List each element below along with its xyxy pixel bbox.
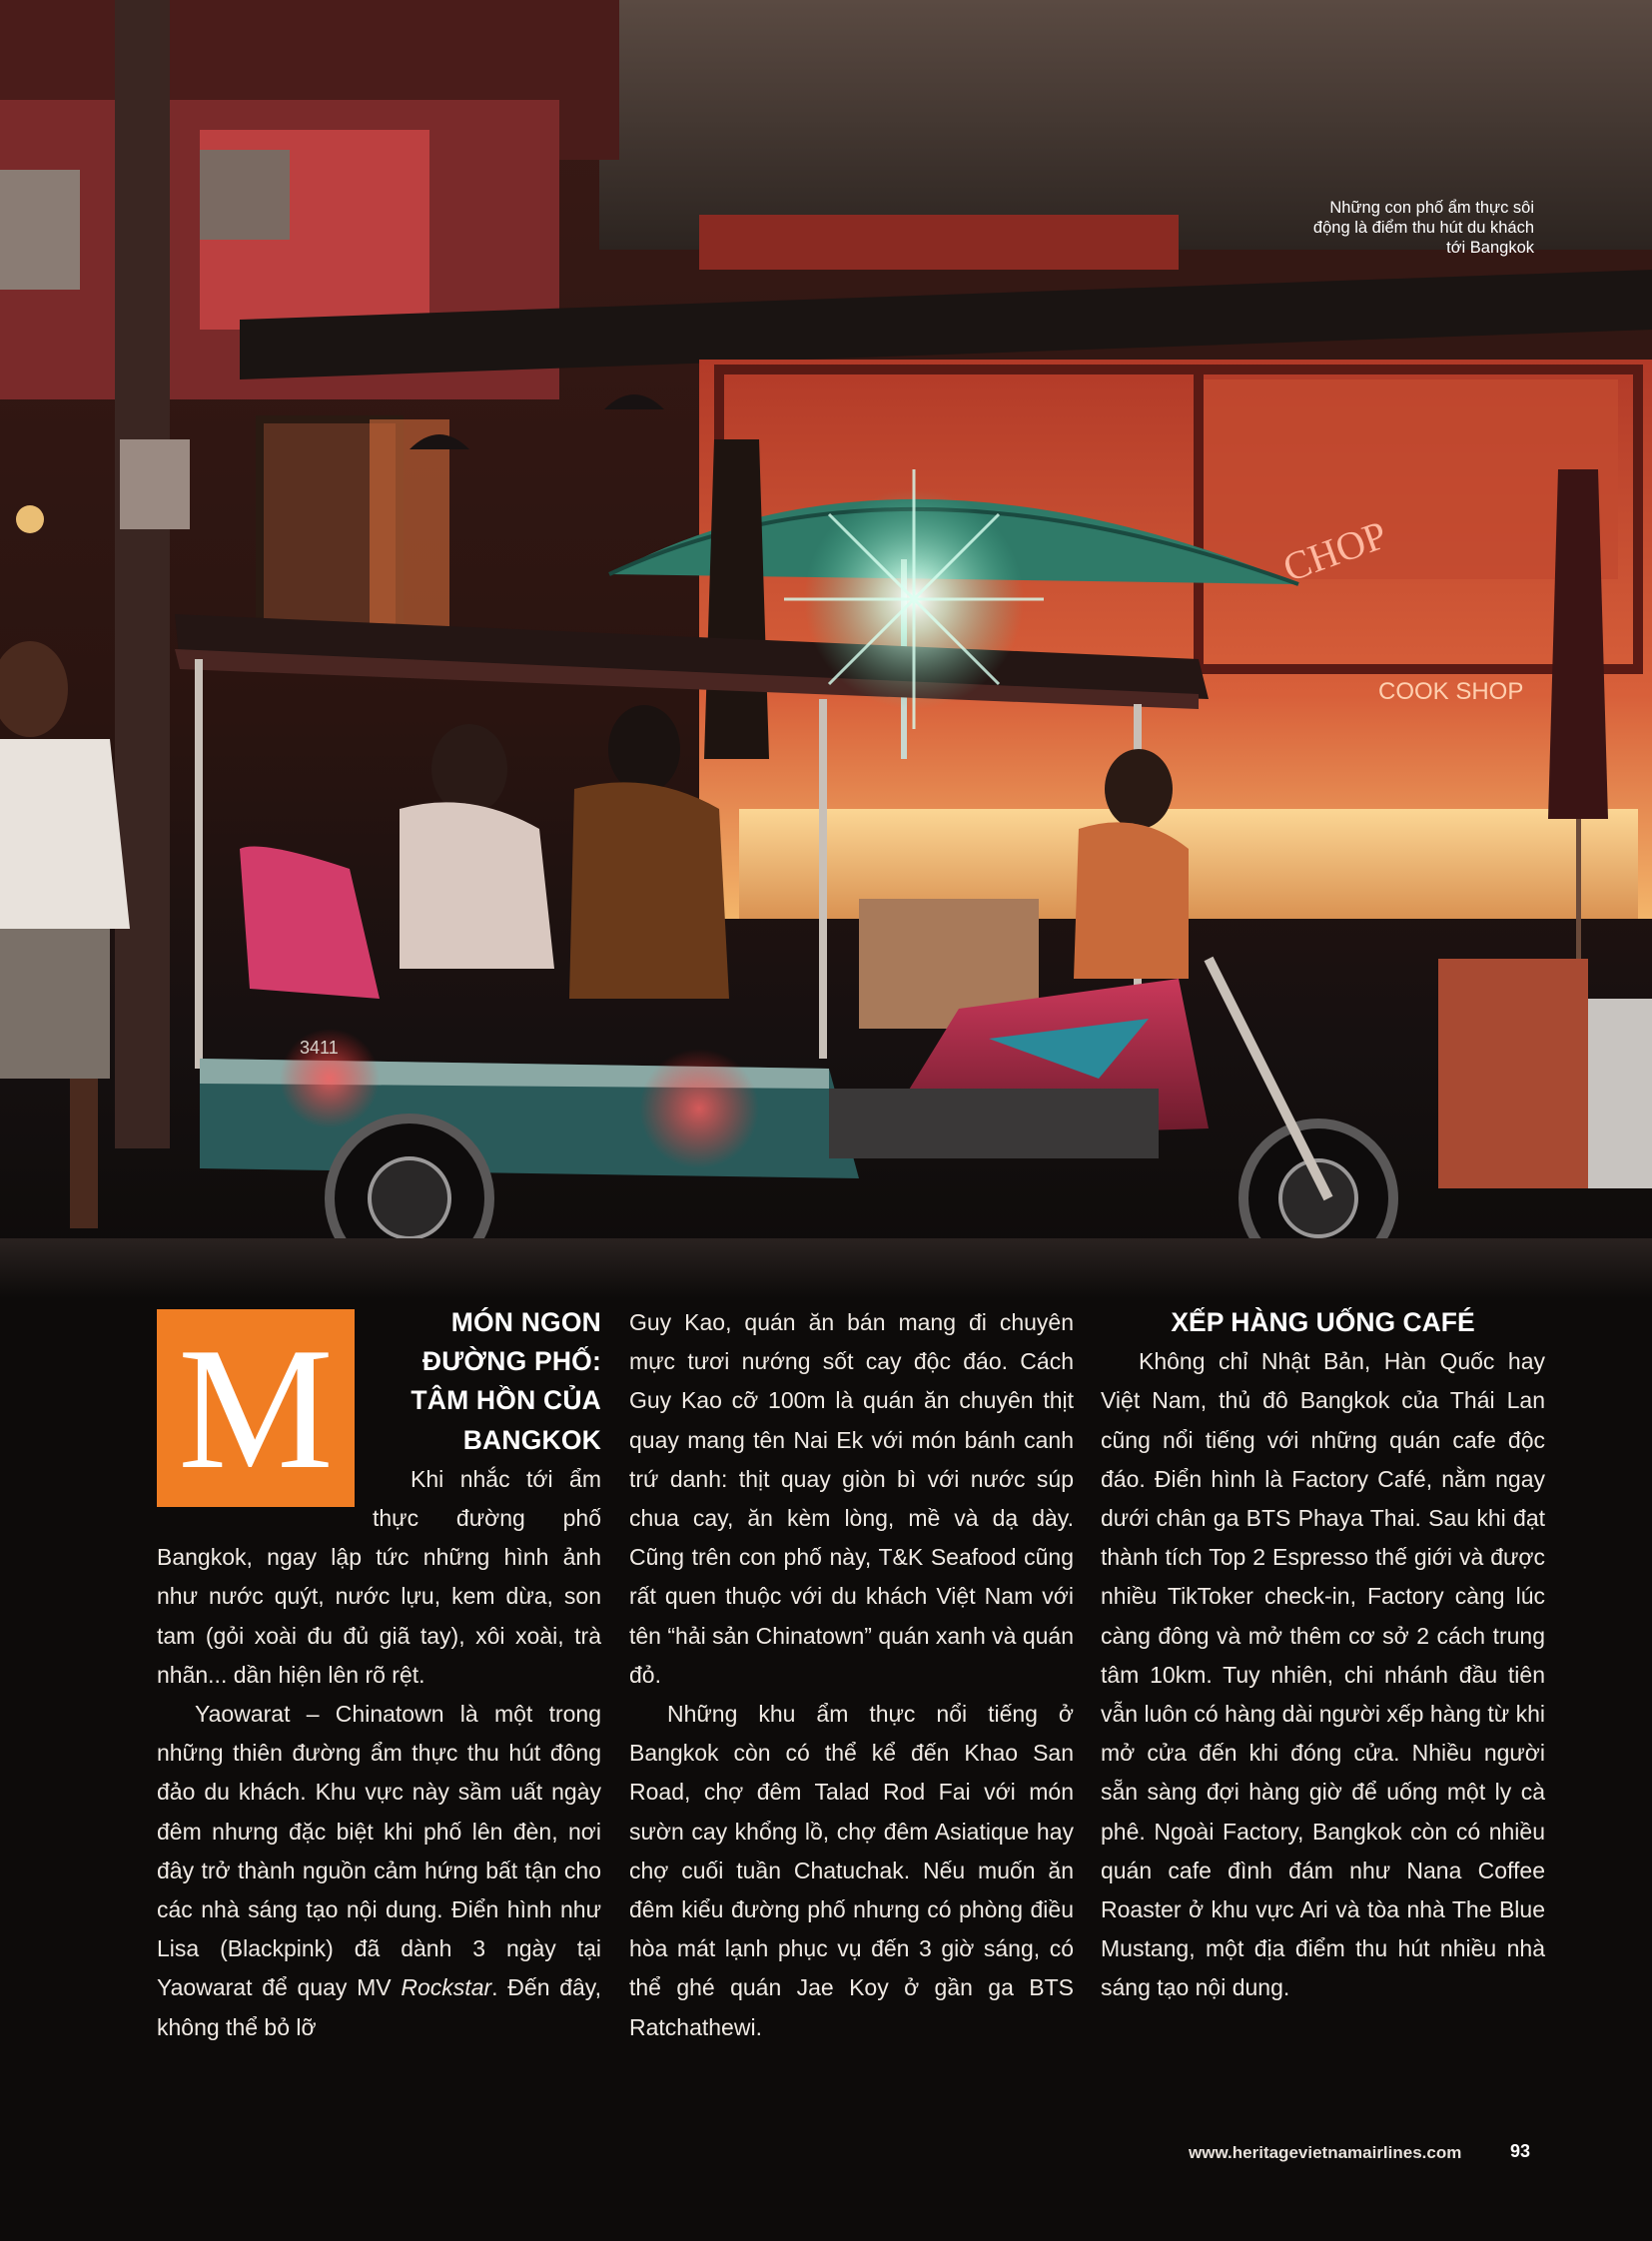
tuk-tuk-plate: 3411	[300, 1038, 339, 1058]
photo-caption: Những con phố ẩm thực sôi động là điểm thu hút du khách tới Bangkok	[1312, 199, 1534, 257]
article-column-3	[1101, 1303, 1545, 2008]
paragraph-text: . Đến đây, không thể bỏ lỡ	[157, 1974, 601, 2040]
paragraph: Guy Kao, quán ăn bán mang đi chuyên mực tươi nướng sốt cay độc đáo. Cách Guy Kao cỡ 100m là quán ăn chuyên thịt quay mang tên Nai Ek với món bánh canh trứ danh: thịt quay giòn bì với nước súp chua cay, ăn kèm lòng, mề và dạ dày. Cũng trên con phố này, T&K Seafood cũng rất quen thuộc với du khách Việt Nam với tên “hải sản Chinatown” quán xanh và quán đỏ.	[629, 1309, 1074, 1688]
article-column-2	[629, 1303, 1074, 2047]
section-heading-cafe: XẾP HÀNG UỐNG CAFÉ	[1171, 1307, 1475, 1337]
drop-cap: M	[157, 1309, 355, 1507]
paragraph-text: Yaowarat – Chinatown là một trong những thiên đường ẩm thực thu hút đông đảo du khách. Khu vực này sầm uất ngày đêm nhưng đặc biệt khi phố lên đèn, nơi đây trở thành nguồn cảm hứng bất tận cho các nhà sáng tạo nội dung. Điển hình như Lisa (Blackpink) đã dành 3 ngày tại Yaowarat để quay MV	[157, 1701, 601, 2001]
paragraph	[157, 1695, 601, 2047]
paragraph: Khi nhắc tới ẩm thực đường phố Bangkok, ngay lập tức những hình ảnh như nước quýt, nước lựu, kem dừa, son tam (gỏi xoài đu đủ giã tay), xôi xoài, trà nhãn... dần hiện lên rõ rệt.	[157, 1465, 601, 1688]
chop-sign: CHOP	[1276, 511, 1393, 591]
section-heading-street-food: MÓN NGON ĐƯỜNG PHỐ: TÂM HỒN CỦA BANGKOK	[411, 1307, 601, 1455]
footer-url: www.heritagevietnamairlines.com	[1189, 2143, 1462, 2162]
page-number: 93	[1510, 2141, 1531, 2161]
paragraph: Những khu ẩm thực nổi tiếng ở Bangkok còn có thể kể đến Khao San Road, chợ đêm Talad Rod Fai với món sườn cay khổng lồ, chợ đêm Asiatique hay chợ cuối tuần Chatuchak. Nếu muốn ăn đêm kiểu đường phố nhưng có phòng điều hòa mát lạnh phục vụ đến 3 giờ sáng, có thể ghé quán Jae Koy ở gần ga BTS Ratchathewi.	[629, 1701, 1074, 2040]
paragraph: Không chỉ Nhật Bản, Hàn Quốc hay Việt Nam, thủ đô Bangkok của Thái Lan cũng nổi tiếng với những quán cafe độc đáo. Điển hình là Factory Café, nằm ngay dưới chân ga BTS Phaya Thai. Sau khi đạt thành tích Top 2 Espresso thế giới và được nhiều TikToker check-in, Factory càng lúc càng đông và mở thêm cơ sở 2 cách trung tâm 10km. Tuy nhiên, chi nhánh đầu tiên vẫn luôn có hàng dài người xếp hàng từ khi mở cửa đến khi đóng cửa. Nhiều người sẵn sàng đợi hàng giờ để uống một ly cà phê. Ngoài Factory, Bangkok còn có nhiều quán cafe đình đám như Nana Coffee Roaster ở khu vực Ari và tòa nhà The Blue Mustang, một địa điểm thu hút nhiều nhà sáng tạo nội dung.	[1101, 1348, 1545, 2001]
cook-shop-sign: COOK SHOP	[1378, 678, 1524, 705]
mv-title: Rockstar	[401, 1974, 492, 2001]
article-column-1	[157, 1303, 601, 2047]
